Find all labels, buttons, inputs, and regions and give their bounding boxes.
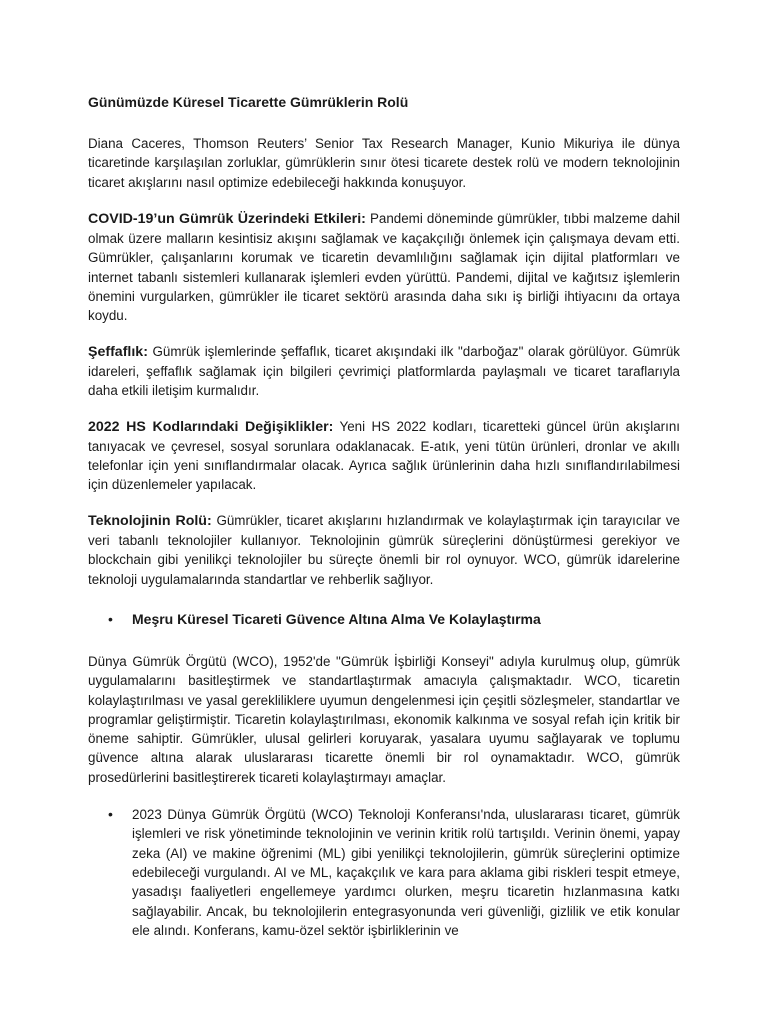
section-heading: 2022 HS Kodlarındaki Değişiklikler: xyxy=(88,418,334,435)
section-heading: Teknolojinin Rolü: xyxy=(88,512,212,529)
section-text: Pandemi döneminde gümrükler, tıbbi malzeme dahil olmak üzere malların kesintisiz akışını sağlamak ve kaçakçılığı önlemek için çalışmaya devam etti. Gümrükler, çalışanlarını korumak ve ticaretin devamlılığını sağlamak için dijital platformları ve internet tabanlı sistemleri kullanarak işlemleri evden yürüttü. Pandemi, dijital ve kağıtsız işlemlerin önemini vurgularken, gümrükler ile ticaret sektörü arasında daha sıkı iş birliği ihtiyacını da ortaya koydu. xyxy=(88,210,680,324)
section-text: Yeni HS 2022 kodları, ticaretteki güncel ürün akışlarını tanıyacak ve çevresel, sosyal sorunlara odaklanacak. E-atık, yeni tütün ürünleri, dronlar ve akıllı telefonlar için yeni sınıflandırmalar olacak. Ayrıca sağlık ürünlerinin daha hızlı sınıflandırılabilmesi için düzenlemeler yapılacak. xyxy=(88,418,680,493)
section-heading: Şeffaflık: xyxy=(88,343,148,360)
wco-paragraph: Dünya Gümrük Örgütü (WCO), 1952'de "Gümrük İşbirliği Konseyi" adıyla kurulmuş olup, gümrük uygulamalarını basitleştirmek ve standartlaştırmak amacıyla çalışmaktadır. WCO, ticaretin kolaylaştırılması ve yasal gerekliliklere uyumun dengelenmesi için çeşitli sözleşmeler, standartlar ve programlar geliştirmiştir. Ticaretin kolaylaştırılması, ekonomik kalkınma ve sosyal refah için kritik bir öneme sahiptir. Gümrükler, ulusal gelirleri koruyarak, yasalara uyumu sağlayarak ve toplumu güvence altına alarak uluslararası ticarette önemli bir rol oynamaktadır. WCO, gümrük prosedürlerini basitleştirerek ticareti kolaylaştırmayı amaçlar. xyxy=(88,653,680,785)
section-technology xyxy=(88,511,680,589)
conference-paragraph: 2023 Dünya Gümrük Örgütü (WCO) Teknoloji Konferansı'nda, uluslararası ticaret, gümrük işlemleri ve risk yönetiminde teknolojinin ve verinin kritik rolü tartışıldı. Verinin önemi, yapay zeka (AI) ve makine öğrenimi (ML) gibi yenilikçi teknolojilerin, gümrük süreçlerini optimize edebileceği vurgulandı. AI ve ML, kaçakçılık ve kara para aklama gibi riskleri tespit etmeye, yasadışı faaliyetleri engellemeye yardımcı olurken, meşru ticaretin hızlanmasına katkı sağlayabilir. Ancak, bu teknolojilerin entegrasyonunda veri güvenliği, gizlilik ve etik konular ele alındı. Konferans, kamu-özel sektör işbirliklerinin ve xyxy=(132,807,680,938)
section-hs-codes xyxy=(88,417,680,495)
section-covid xyxy=(88,209,680,326)
section-transparency xyxy=(88,342,680,401)
bullet-icon: • xyxy=(108,610,113,627)
bullet-heading-text: Meşru Küresel Ticareti Güvence Altına Alma Ve Kolaylaştırma xyxy=(132,610,541,627)
bullet-icon: • xyxy=(108,806,113,823)
section-text: Gümrükler, ticaret akışlarını hızlandırmak ve kolaylaştırmak için tarayıcılar ve veri tabanlı teknolojiler kullanıyor. Teknolojinin gümrük süreçlerini dönüştürmesi gerekiyor ve blockchain gibi yenilikçi teknolojiler bu süreçte önemli bir rol oynuyor. WCO, gümrük idarelerine teknoloji uygulamalarında standartlar ve rehberlik sağlıyor. xyxy=(88,512,680,587)
list-item xyxy=(108,805,680,940)
section-heading: COVID-19’un Gümrük Üzerindeki Etkileri: xyxy=(88,210,366,227)
bullet-heading xyxy=(108,609,680,629)
intro-paragraph: Diana Caceres, Thomson Reuters’ Senior Tax Research Manager, Kunio Mikuriya ile dünya ticaretinde karşılaşılan zorluklar, gümrüklerin sınır ötesi ticarete destek rolü ve modern teknolojinin ticaret akışlarını nasıl optimize edebileceği hakkında konuşuyor. xyxy=(88,136,680,190)
document-title: Günümüzde Küresel Ticarette Gümrüklerin Rolü xyxy=(88,94,409,110)
section-text: Gümrük işlemlerinde şeffaflık, ticaret akışındaki ilk "darboğaz" olarak görülüyor. Gümrük idareleri, şeffaflık sağlamak için bilgileri çevrimiçi platformlarda paylaşmalı ve ticaret taraflarıyla daha etkili iletişim kurmalıdır. xyxy=(88,343,680,399)
